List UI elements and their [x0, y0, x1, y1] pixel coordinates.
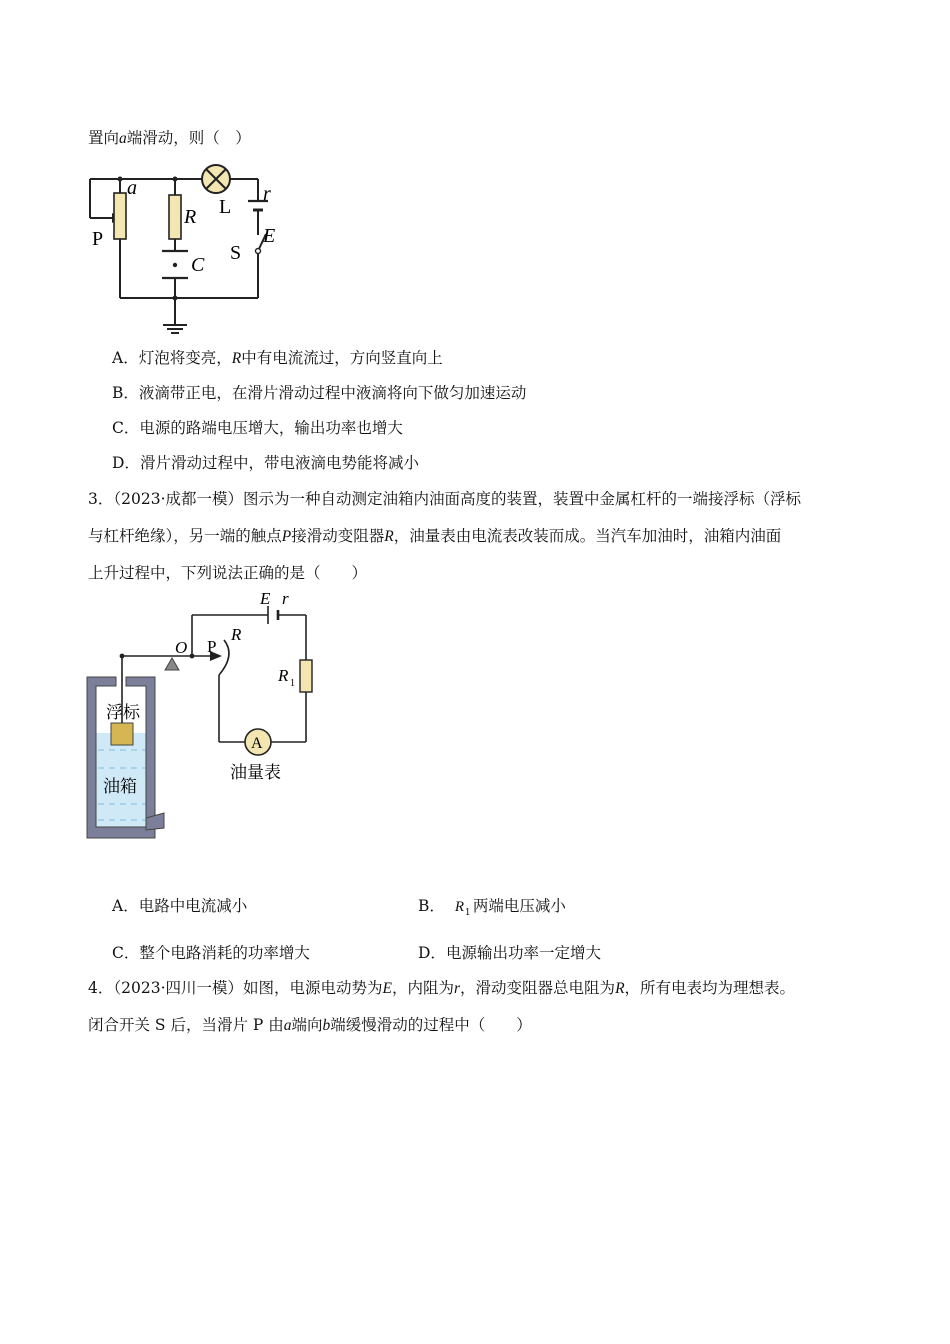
label-P: P — [92, 228, 104, 250]
option-text: 液滴带正电，在滑片滑动过程中液滴将向下做匀加速运动 — [138, 384, 527, 402]
option-text: 灯泡将变亮， — [138, 349, 232, 367]
q2-option-c[interactable] — [112, 417, 403, 439]
stem-var: a — [283, 1017, 292, 1034]
stem-text-3: ，油量表由电流表改装而成。当汽车加油时，油箱内油面 — [393, 527, 782, 545]
q3-option-c[interactable] — [112, 942, 310, 964]
question-number: 4． — [88, 979, 114, 997]
option-text: 电路中电流减小 — [138, 897, 248, 915]
q3-stem-line-1 — [88, 488, 801, 510]
question-source: （2023·成都一模） — [113, 490, 243, 508]
label-R1-sub: 1 — [290, 678, 295, 689]
float-label: 浮标 — [106, 703, 140, 723]
float-shape — [111, 723, 133, 745]
stem-var-3: R — [615, 980, 625, 997]
label-r: r — [263, 183, 271, 205]
q3-stem-line-2 — [88, 525, 781, 548]
label-r: r — [282, 590, 289, 608]
q4-stem-line-1 — [88, 977, 795, 1000]
option-key: C． — [112, 419, 140, 437]
option-text: 电源输出功率一定增大 — [445, 944, 601, 962]
label-S: S — [230, 242, 242, 264]
q2-circuit-diagram — [80, 155, 290, 335]
option-text-2: 中有电流流过，方向竖直向上 — [241, 349, 443, 367]
option-text: 两端电压减小 — [472, 897, 566, 915]
option-var-sub: 1 — [464, 908, 471, 918]
stem-var: P — [281, 528, 292, 545]
question-number: 3． — [88, 490, 114, 508]
stem-text-2: ，内阻为 — [391, 979, 454, 997]
option-var: R — [231, 350, 242, 367]
q2-stem-var: a — [119, 130, 127, 147]
stem-text: 上升过程中，下列说法正确的是（ ） — [88, 564, 368, 582]
meter-label: 油量表 — [230, 763, 281, 783]
q2-stem — [88, 127, 251, 150]
q3-stem-line-3 — [88, 562, 367, 584]
option-key: A． — [112, 349, 139, 367]
label-E: E — [260, 590, 271, 608]
option-text: 滑片滑动过程中，带电液滴电势能将减小 — [139, 454, 419, 472]
label-a: a — [127, 177, 137, 199]
switch-contact — [256, 249, 261, 254]
stem-var: E — [382, 980, 392, 997]
label-R: R — [184, 206, 197, 228]
option-key: C． — [112, 944, 140, 962]
option-key: A． — [112, 897, 139, 915]
label-E: E — [263, 225, 276, 247]
resistor-R-shape — [169, 195, 181, 239]
stem-text-4: ，所有电表均为理想表。 — [624, 979, 796, 997]
q2-option-a[interactable] — [112, 347, 443, 370]
stem-var-2: b — [322, 1017, 331, 1034]
option-key: D． — [418, 944, 446, 962]
stem-var-2: R — [384, 528, 394, 545]
option-text: 整个电路消耗的功率增大 — [139, 944, 310, 962]
q2-stem-text-2: 端滑动，则（ ） — [126, 129, 251, 147]
q2-stem-text: 置向 — [88, 129, 120, 147]
q3-option-d[interactable] — [418, 942, 601, 964]
option-var: R — [454, 899, 465, 915]
stem-text-2: 端向 — [291, 1016, 323, 1034]
label-O: O — [175, 638, 188, 657]
option-key: D． — [112, 454, 140, 472]
rheostat-shape — [114, 193, 126, 239]
q3-oil-gauge-diagram — [84, 590, 324, 840]
stem-text-3: ，滑动变阻器总电阻为 — [460, 979, 616, 997]
q3-option-b[interactable] — [418, 895, 566, 917]
label-P: P — [207, 637, 217, 656]
stem-text: 闭合开关 S 后，当滑片 P 由 — [88, 1016, 284, 1034]
q4-stem-line-2 — [88, 1014, 532, 1037]
option-text: 电源的路端电压增大，输出功率也增大 — [139, 419, 403, 437]
stem-text: 图示为一种自动测定油箱内油面高度的装置，装置中金属杠杆的一端接浮标（浮标 — [243, 490, 802, 508]
stem-var-2: r — [454, 980, 461, 997]
question-source: （2023·四川一模） — [113, 979, 243, 997]
label-C: C — [191, 254, 205, 276]
stem-text-2: 接滑动变阻器 — [291, 527, 385, 545]
pivot-icon — [165, 658, 179, 670]
q2-option-d[interactable] — [112, 452, 419, 474]
resistor-R1-shape — [300, 660, 312, 692]
tank-label: 油箱 — [103, 777, 137, 797]
option-key: B． — [112, 384, 139, 402]
label-R: R — [231, 625, 242, 644]
q3-option-a[interactable] — [112, 895, 247, 917]
label-R1: R — [278, 666, 289, 685]
stem-text: 与杠杆绝缘），另一端的触点 — [88, 527, 282, 545]
label-A: A — [251, 735, 263, 752]
droplet-dot — [173, 263, 177, 267]
q2-option-b[interactable] — [112, 382, 526, 404]
label-L: L — [219, 196, 232, 218]
stem-text: 如图，电源电动势为 — [243, 979, 383, 997]
option-key: B． — [418, 897, 445, 915]
stem-text-3: 端缓慢滑动的过程中（ ） — [330, 1016, 532, 1034]
